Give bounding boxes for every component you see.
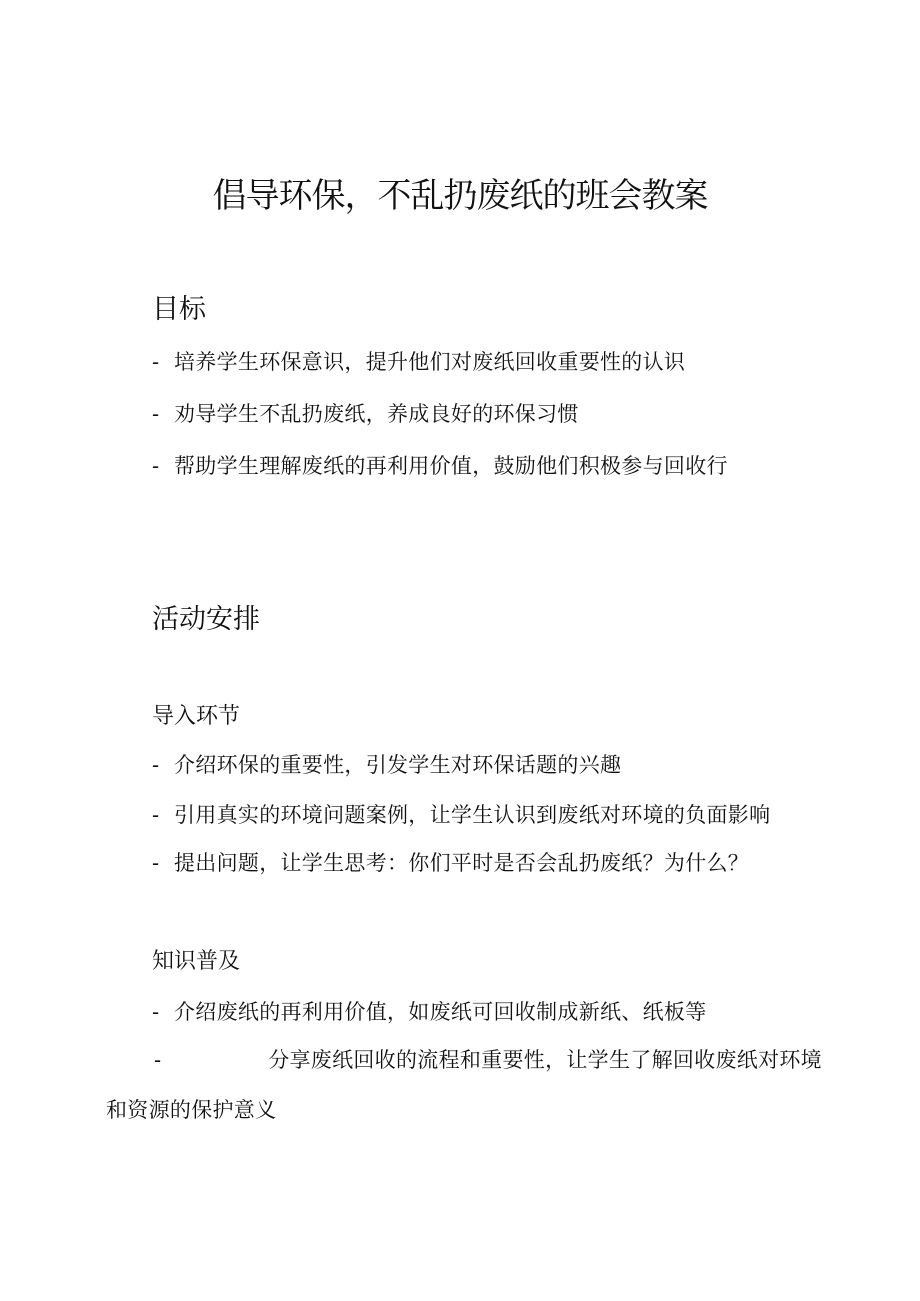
list-item-text: 介绍废纸的再利用价值，如废纸可回收制成新纸、纸板等: [174, 1000, 707, 1024]
list-item-wrapped: [106, 1035, 822, 1135]
bullet-dash: -: [152, 1000, 160, 1024]
subsection-heading-intro: 导入环节: [152, 704, 241, 729]
bullet-dash: -: [152, 402, 160, 426]
list-item-text-continued: 和资源的保护意义: [106, 1098, 277, 1122]
list-item-text: 介绍环保的重要性，引发学生对环保话题的兴趣: [174, 753, 622, 777]
section-heading-goals: 目标: [152, 294, 206, 325]
list-item-text: 帮助学生理解废纸的再利用价值，鼓励他们积极参与回收行: [174, 454, 728, 478]
subsection-heading-knowledge: 知识普及: [152, 949, 241, 974]
list-item-text: 分享废纸回收的流程和重要性，让学生了解回收废纸对环境: [268, 1048, 822, 1072]
document-title: 倡导环保，不乱扔废纸的班会教案: [212, 176, 708, 216]
section-heading-activities: 活动安排: [152, 604, 260, 635]
list-item-text: 劝导学生不乱扔废纸，养成良好的环保习惯: [174, 402, 579, 426]
bullet-dash: -: [152, 803, 160, 827]
list-item: [152, 846, 749, 880]
bullet-dash: -: [152, 851, 160, 875]
list-item-text: 培养学生环保意识，提升他们对废纸回收重要性的认识: [174, 350, 686, 374]
wrapped-line-1: [106, 1035, 822, 1085]
list-item-text: 提出问题，让学生思考：你们平时是否会乱扔废纸？为什么？: [174, 851, 750, 875]
bullet-dash: -: [152, 454, 160, 478]
bullet-dash: -: [152, 753, 160, 777]
bullet-dash: -: [152, 350, 160, 374]
list-item: [152, 397, 579, 431]
list-item: [152, 345, 685, 379]
list-item: [152, 449, 728, 483]
bullet-dash: -: [154, 1048, 162, 1072]
list-item: [152, 798, 770, 832]
list-item: [152, 995, 707, 1029]
list-item-text: 引用真实的环境问题案例，让学生认识到废纸对环境的负面影响: [174, 803, 771, 827]
list-item: [152, 748, 621, 782]
